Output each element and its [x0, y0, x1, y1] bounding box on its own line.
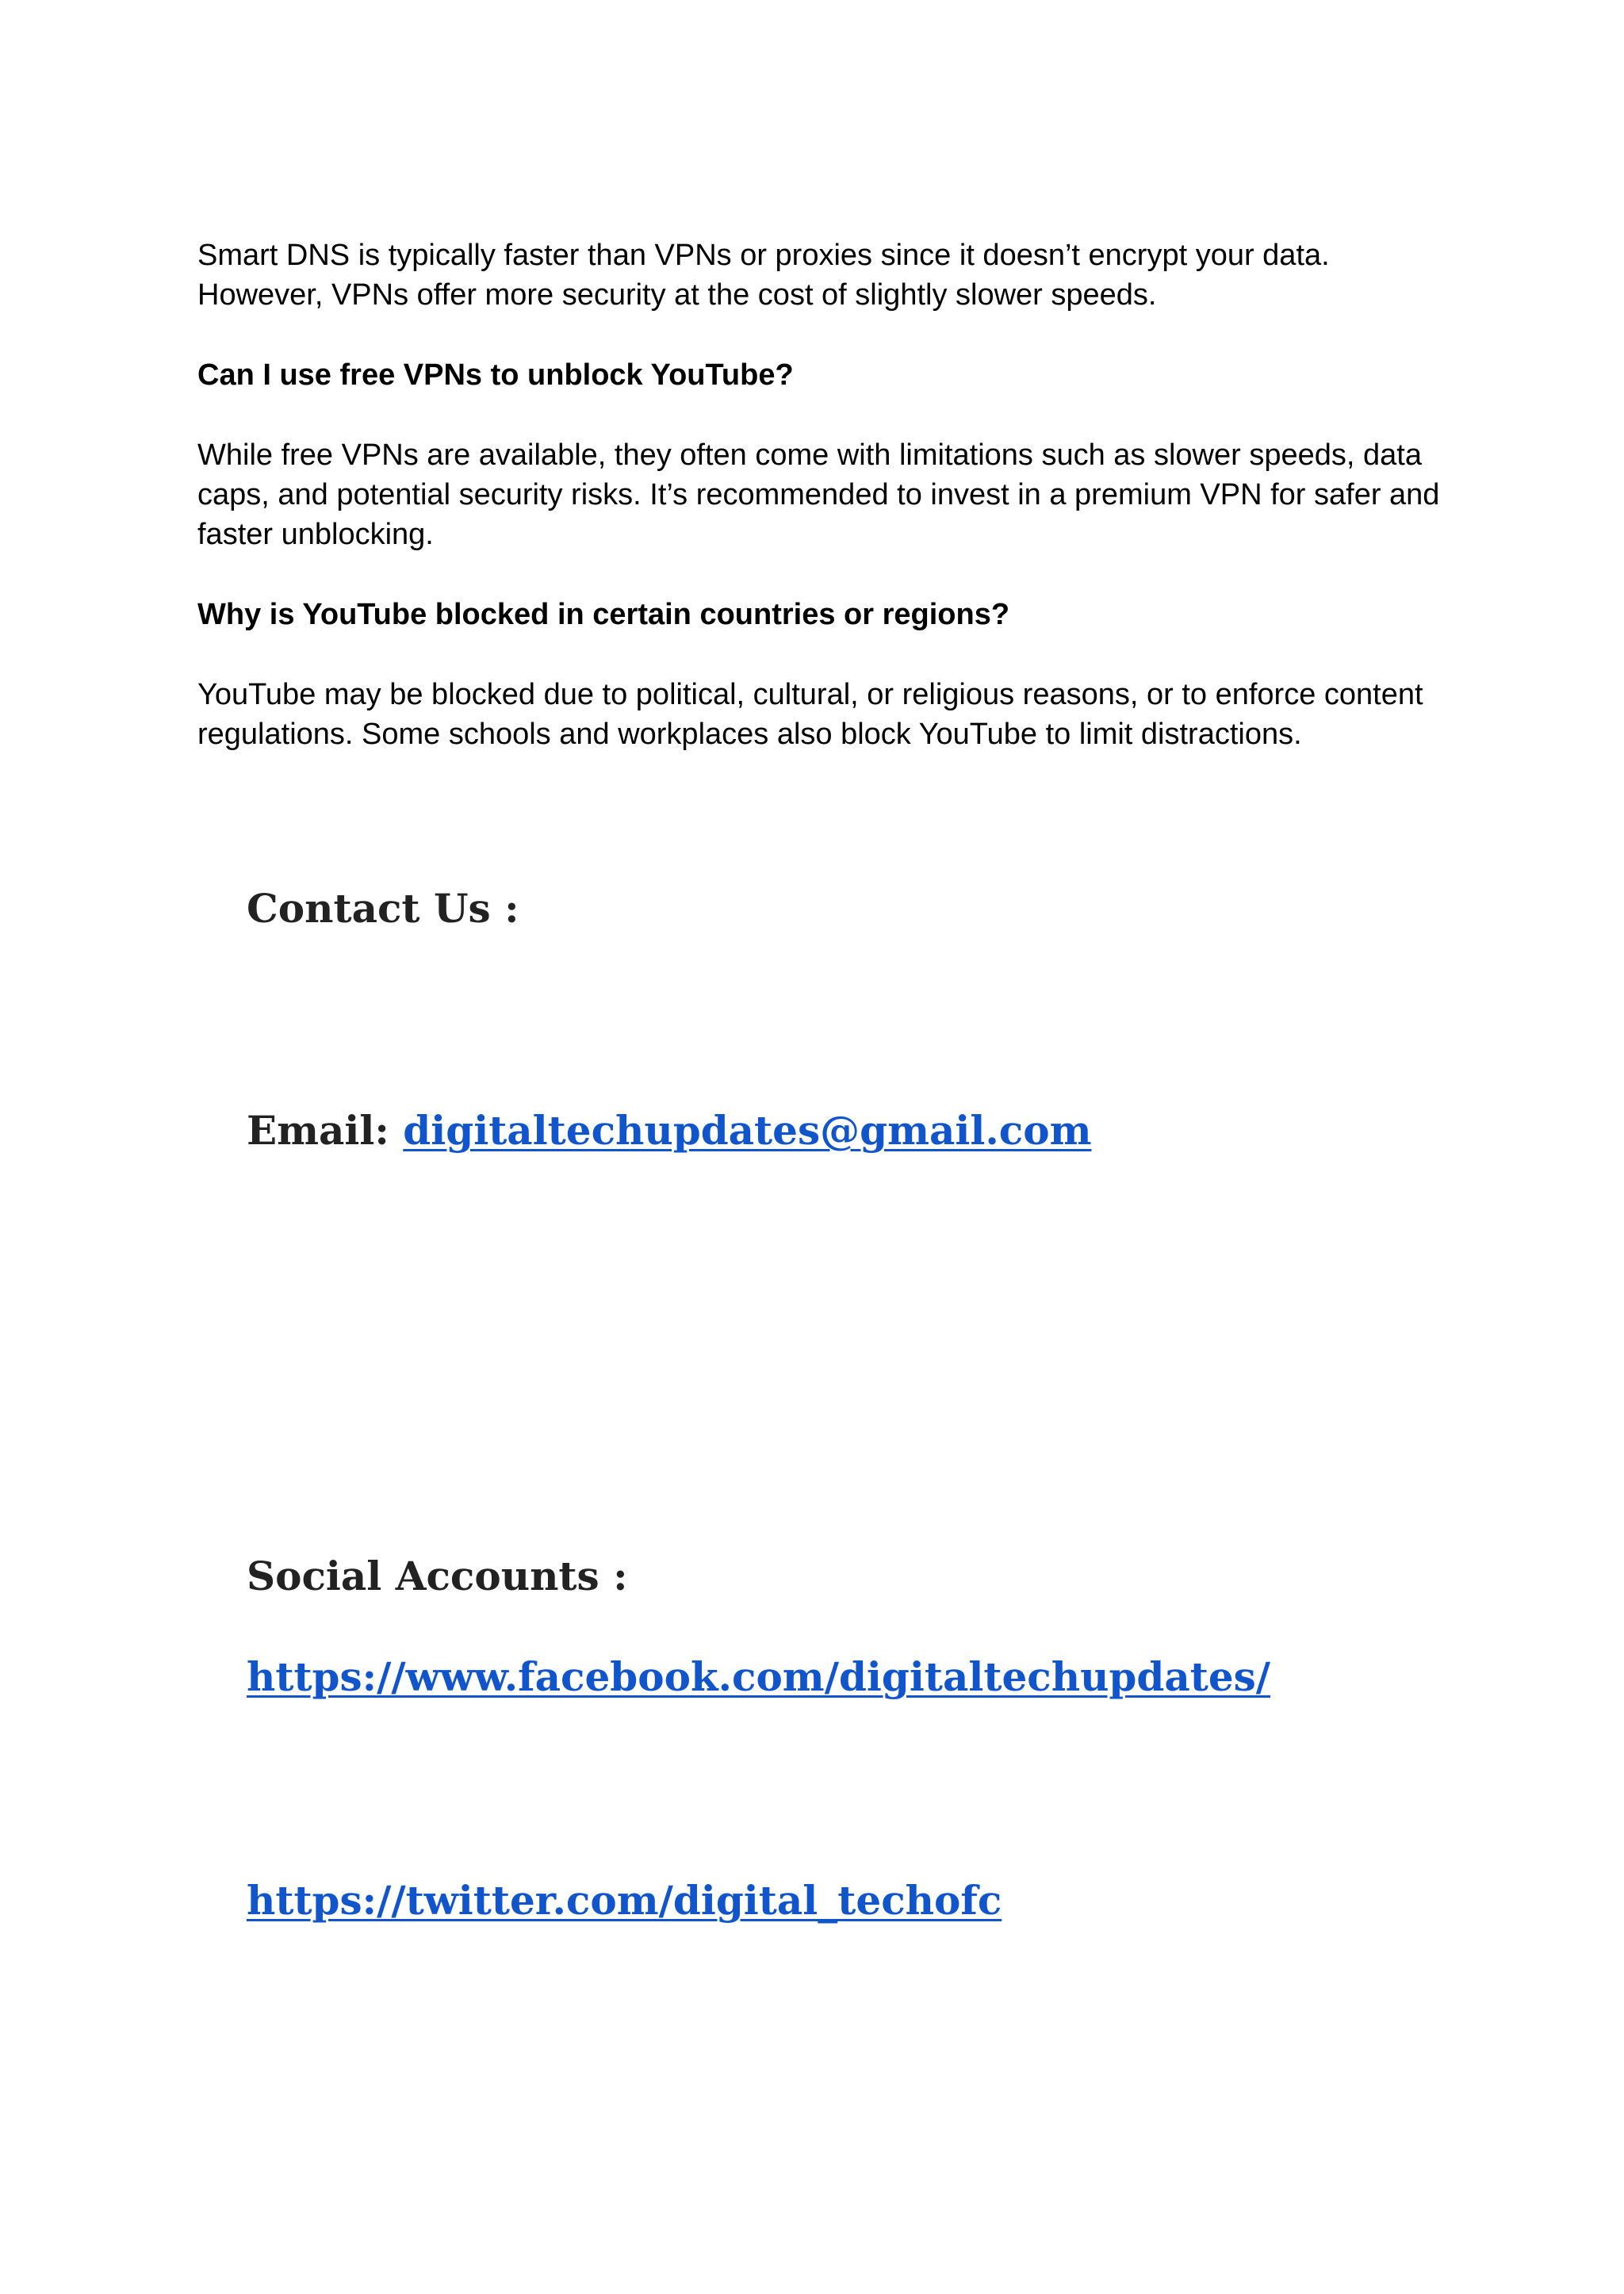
email-label: Email: — [247, 1107, 389, 1154]
faq-question-free-vpns: Can I use free VPNs to unblock YouTube? — [197, 358, 794, 392]
social-accounts-heading: Social Accounts : — [247, 1553, 628, 1599]
intro-paragraph: Smart DNS is typically faster than VPNs or proxies since it doesn’t encrypt your data. However, VPNs offer more security at the cost of slightly slower speeds. — [197, 239, 1330, 312]
email-line — [247, 1105, 1091, 1156]
contact-heading: Contact Us : — [247, 885, 519, 932]
facebook-line — [247, 1652, 1270, 1702]
twitter-line — [247, 1875, 1002, 1926]
faq-question-youtube-blocked: Why is YouTube blocked in certain countries or regions? — [197, 598, 1010, 631]
faq-answer-youtube-blocked: YouTube may be blocked due to political, cultural, or religious reasons, or to enforce content regulations. Some schools and workplaces also block YouTube to limit distractions. — [197, 678, 1423, 751]
email-link[interactable]: digitaltechupdates@gmail.com — [403, 1107, 1092, 1154]
facebook-link[interactable]: https://www.facebook.com/digitaltechupdates/ — [247, 1653, 1271, 1700]
faq-answer-free-vpns: While free VPNs are available, they often come with limitations such as slower speeds, data caps, and potential security risks. It’s recommended to invest in a premium VPN for safer and faster unblocking. — [197, 439, 1440, 551]
twitter-link[interactable]: https://twitter.com/digital_techofc — [247, 1877, 1002, 1924]
